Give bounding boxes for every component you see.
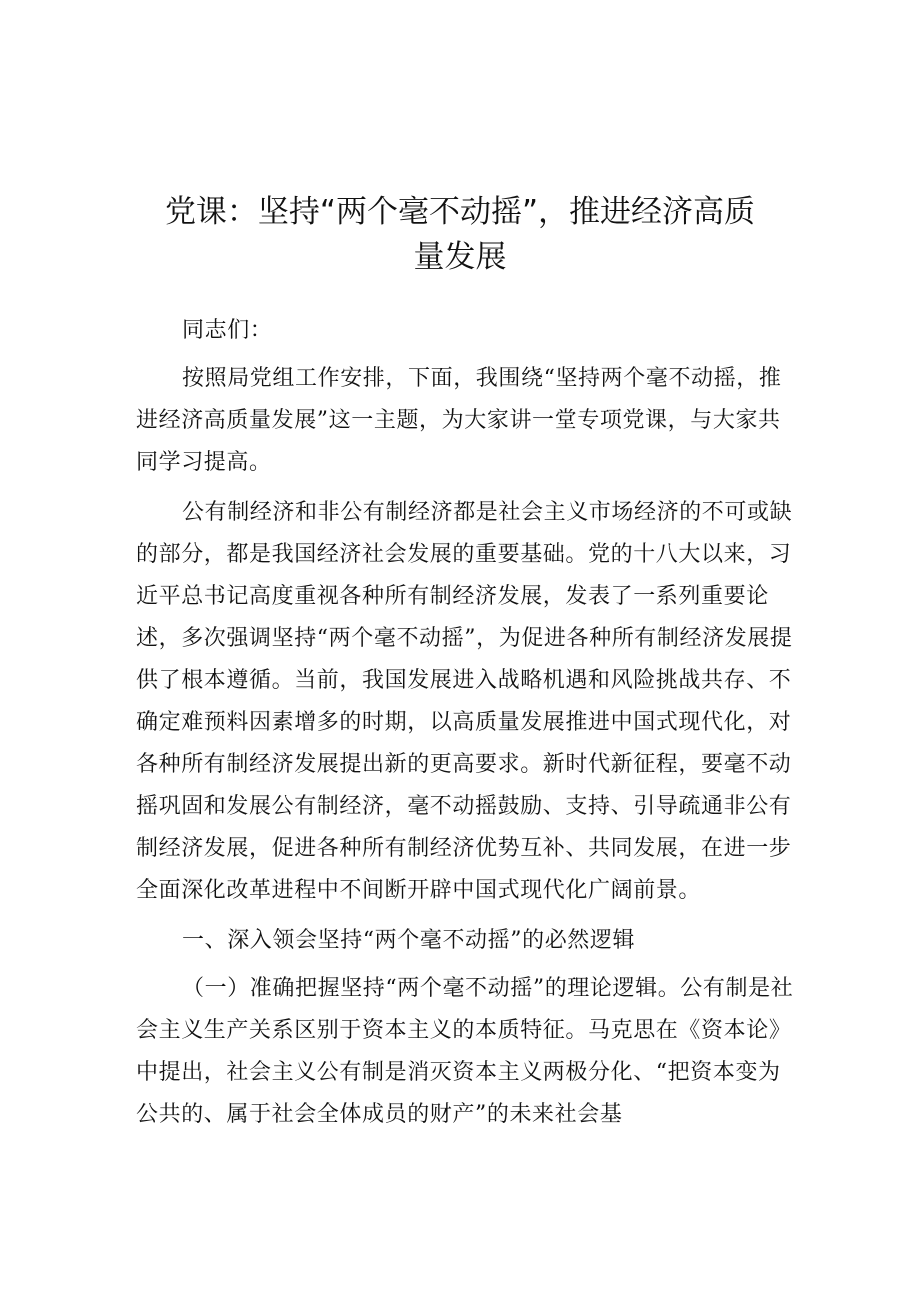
title-line-1: 党课：坚持“两个毫不动摇”，推进经济高质 <box>164 194 756 230</box>
intro-paragraph: 按照局党组工作安排，下面，我围绕“坚持两个毫不动摇，推进经济高质量发展”这一主题，为大家讲一堂专项党课，与大家共同学习提高。 <box>136 366 782 475</box>
salutation: 同志们： <box>182 318 273 343</box>
main-paragraph: 公有制经济和非公有制经济都是社会主义市场经济的不可或缺的部分，都是我国经济社会发展的重要基础。党的十八大以来，习近平总书记高度重视各种所有制经济发展，发表了一系列重要论述，多次强调坚持“两个毫不动摇”，为促进各种所有制经济发展提供了根本遵循。当前，我国发展进入战略机遇和风险挑战共存、不确定难预料因素增多的时期，以高质量发展推进中国式现代化，对各种所有制经济发展提出新的更高要求。新时代新征程，要毫不动摇巩固和发展公有制经济，毫不动摇鼓励、支持、引导疏通非公有制经济发展，促进各种所有制经济优势互补、共同发展，在进一步全面深化改革进程中不间断开辟中国式现代化广阔前景。 <box>136 500 793 903</box>
document-title <box>120 190 800 280</box>
section-heading-1: 一、深入领会坚持“两个毫不动摇”的必然逻辑 <box>182 928 636 953</box>
subsection-paragraph-1: （一）准确把握坚持“两个毫不动摇”的理论逻辑。公有制是社会主义生产关系区别于资本主义的本质特征。马克思在《资本论》中提出，社会主义公有制是消灭资本主义两极分化、“把资本变为公共的、属于社会全体成员的财产”的未来社会基 <box>136 976 794 1127</box>
title-line-2: 量发展 <box>413 239 507 275</box>
